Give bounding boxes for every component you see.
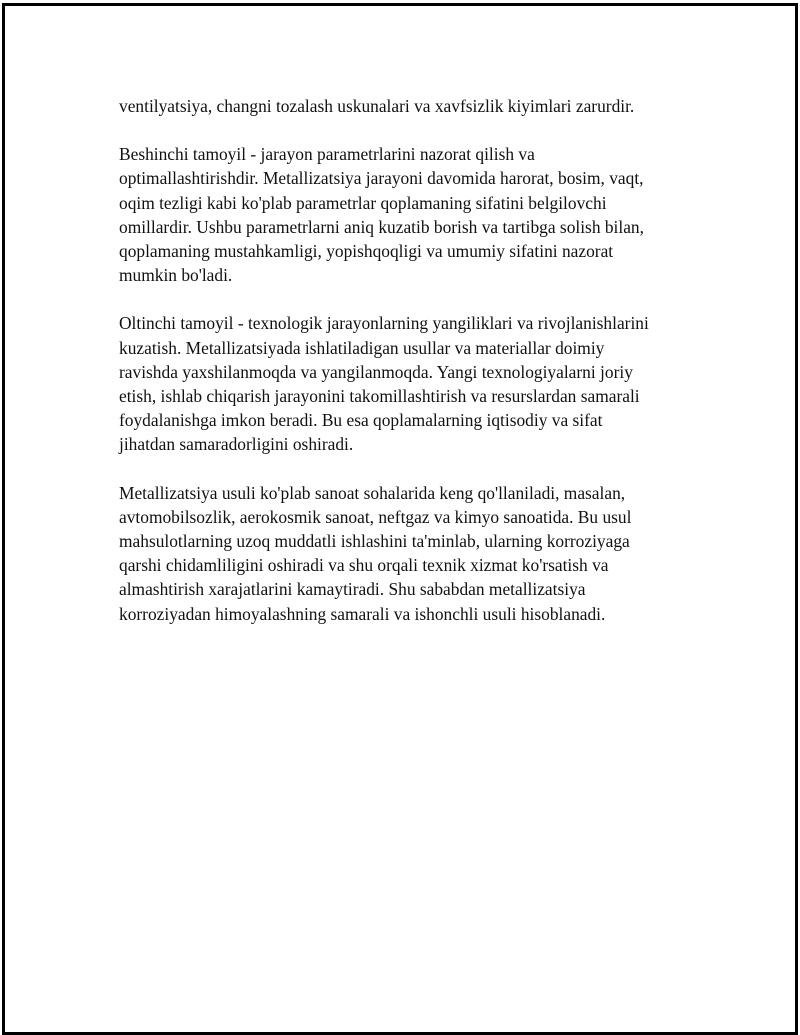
text-line: qarshi chidamliligini oshiradi va shu orqali texnik xizmat ko'rsatish va	[119, 555, 609, 576]
text-line: Beshinchi tamoyil - jarayon parametrlarini nazorat qilish va	[119, 144, 535, 165]
text-line: etish, ishlab chiqarish jarayonini takomillashtirish va resurslardan samarali	[119, 386, 640, 407]
text-line: omillardir. Ushbu parametrlarni aniq kuzatib borish va tartibga solish bilan,	[119, 216, 644, 237]
document-page	[2, 3, 798, 1035]
text-line: korroziyadan himoyalashning samarali va ishonchli usuli hisoblanadi.	[119, 603, 606, 624]
text-line: foydalanishga imkon beradi. Bu esa qoplamalarning iqtisodiy va sifat	[119, 410, 603, 431]
paragraph-fifth-principle	[119, 142, 709, 287]
text-line: kuzatish. Metallizatsiyada ishlatiladigan usullar va materiallar doimiy	[119, 337, 605, 358]
document-body	[119, 94, 709, 650]
paragraph-ventilation	[119, 94, 709, 118]
text-line: almashtirish xarajatlarini kamaytiradi. Shu sababdan metallizatsiya	[119, 579, 586, 600]
text-line: mumkin bo'ladi.	[119, 265, 233, 286]
paragraph-sixth-principle	[119, 311, 709, 456]
text-line: Oltinchi tamoyil - texnologik jarayonlarning yangiliklari va rivojlanishlarini	[119, 313, 649, 334]
text-line: avtomobilsozlik, aerokosmik sanoat, neftgaz va kimyo sanoatida. Bu usul	[119, 506, 632, 527]
text-line: ravishda yaxshilanmoqda va yangilanmoqda. Yangi texnologiyalarni joriy	[119, 361, 633, 382]
text-line: Metallizatsiya usuli ko'plab sanoat sohalarida keng qo'llaniladi, masalan,	[119, 482, 626, 503]
text-line: ventilyatsiya, changni tozalash uskunalari va xavfsizlik kiyimlari zarurdir.	[119, 96, 635, 116]
text-line: mahsulotlarning uzoq muddatli ishlashini ta'minlab, ularning korroziyaga	[119, 531, 630, 552]
text-line: qoplamaning mustahkamligi, yopishqoqligi va umumiy sifatini nazorat	[119, 241, 614, 262]
paragraph-conclusion	[119, 481, 709, 626]
text-line: jihatdan samaradorligini oshiradi.	[119, 434, 354, 455]
text-line: optimallashtirishdir. Metallizatsiya jarayoni davomida harorat, bosim, vaqt,	[119, 168, 644, 189]
text-line: oqim tezligi kabi ko'plab parametrlar qoplamaning sifatini belgilovchi	[119, 192, 607, 213]
